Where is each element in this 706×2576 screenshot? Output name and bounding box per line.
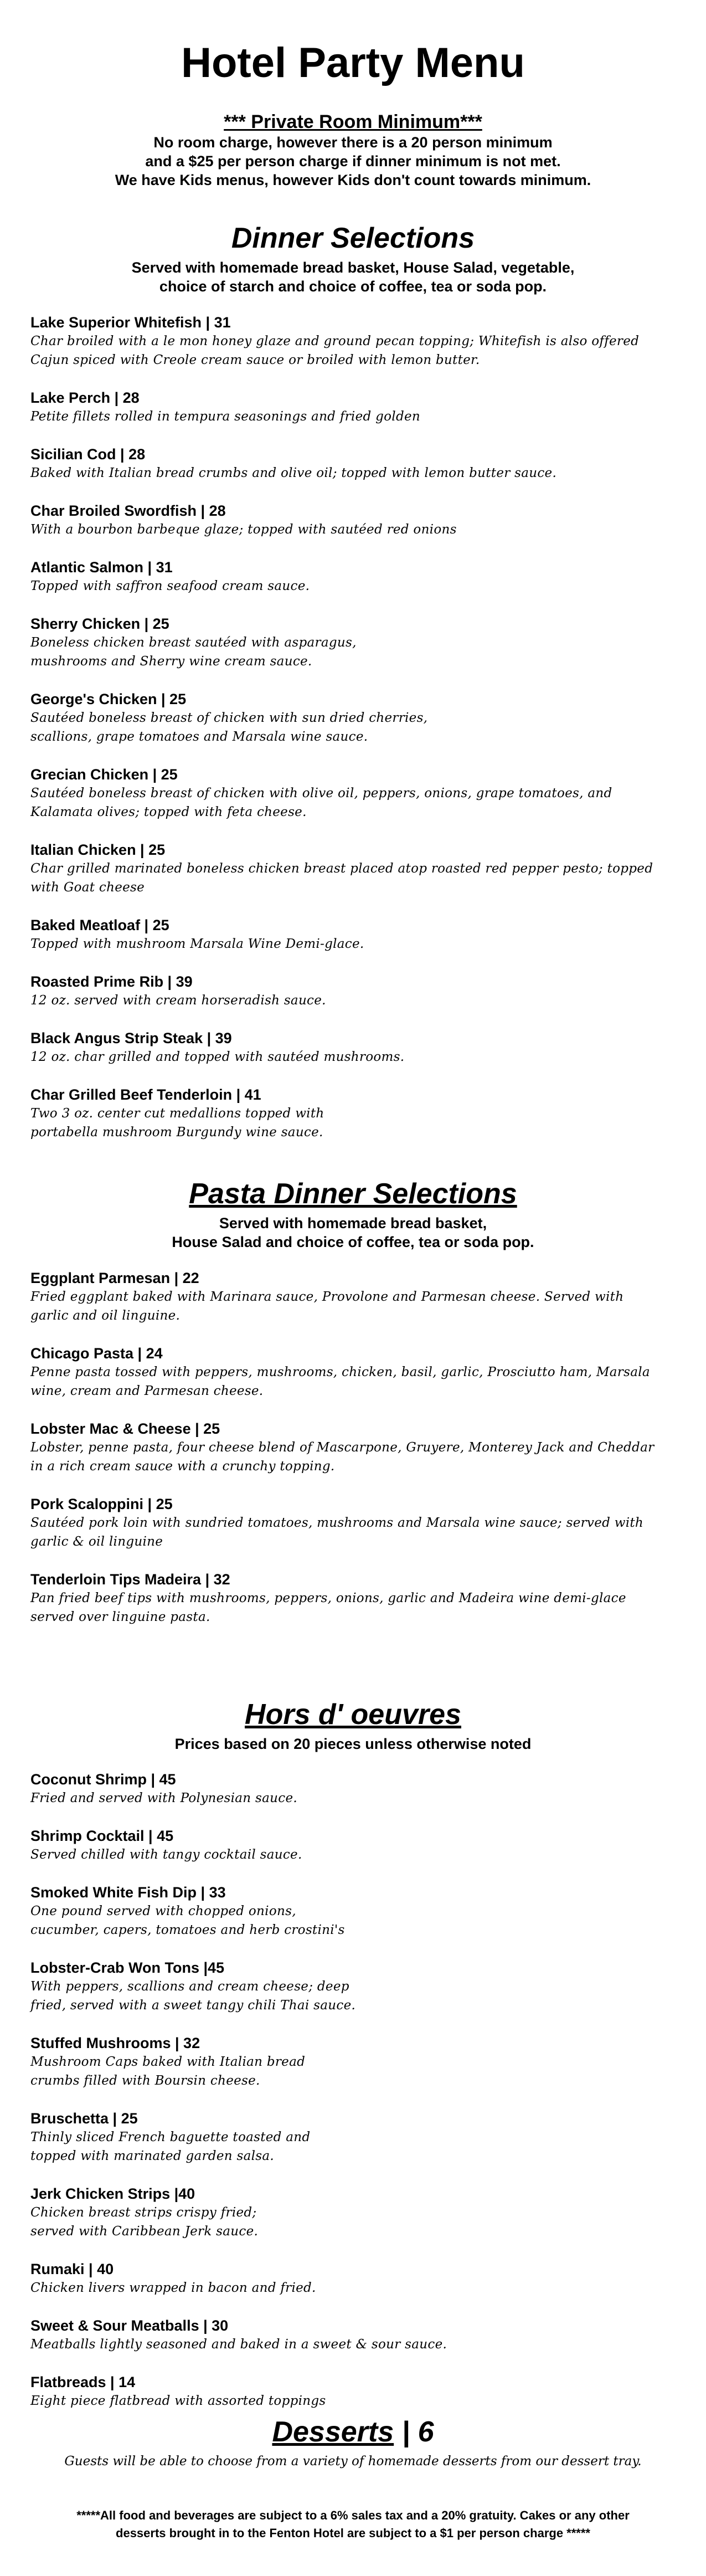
menu-item xyxy=(30,972,678,1010)
menu-item xyxy=(30,690,678,746)
menu-item-description xyxy=(30,464,678,483)
menu-item-name: Lake Superior Whitefish | 31 xyxy=(30,314,231,331)
menu-item-name: Smoked White Fish Dip | 33 xyxy=(30,1884,226,1901)
menu-item-description xyxy=(30,1977,678,2015)
menu-item-name: Lobster-Crab Won Tons |45 xyxy=(30,1959,225,1976)
menu-item xyxy=(30,1770,678,1808)
menu-item-name: Italian Chicken | 25 xyxy=(30,841,166,858)
menu-item-description-line: Cajun spiced with Creole cream sauce or broiled with lemon butter. xyxy=(30,353,480,367)
menu-item-description xyxy=(30,935,678,953)
menu-item-name: George's Chicken | 25 xyxy=(30,691,187,707)
menu-item-name: Sweet & Sour Meatballs | 30 xyxy=(30,2317,229,2334)
menu-item-description-line: Fried eggplant baked with Marinara sauce, Provolone and Parmesan cheese. Served with xyxy=(30,1290,624,1304)
menu-item-description-line: Chicken livers wrapped in bacon and fried. xyxy=(30,2281,316,2295)
desserts-description: Guests will be able to choose from a variety of homemade desserts from our dessert tray. xyxy=(64,2454,642,2469)
menu-item xyxy=(30,1269,678,1325)
menu-item-description xyxy=(30,1845,678,1864)
menu-item-description-line: One pound served with chopped onions, xyxy=(30,1904,296,1918)
menu-item-name: Flatbreads | 14 xyxy=(30,2374,136,2390)
menu-item-description-line: 12 oz. char grilled and topped with sautéed mushrooms. xyxy=(30,1050,405,1064)
menu-item xyxy=(30,501,678,539)
menu-item-description-line: Baked with Italian bread crumbs and olive oil; topped with lemon butter sauce. xyxy=(30,466,557,480)
menu-item xyxy=(30,2316,678,2354)
menu-item-description-line: Sautéed boneless breast of chicken with sun dried cherries, xyxy=(30,711,428,725)
pasta-subtitle-line: House Salad and choice of coffee, tea or soda pop. xyxy=(172,1234,534,1250)
menu-item xyxy=(30,1344,678,1400)
menu-item-description xyxy=(30,2052,678,2090)
menu-item-name: Sherry Chicken | 25 xyxy=(30,615,169,632)
menu-item-name: Bruschetta | 25 xyxy=(30,2110,138,2127)
dinner-items xyxy=(30,313,678,1161)
menu-item-name: Coconut Shrimp | 45 xyxy=(30,1771,176,1788)
dinner-section xyxy=(0,222,706,296)
hors-title: Hors d' oeuvres xyxy=(245,1698,461,1731)
desserts-section xyxy=(0,2415,706,2471)
menu-item-description-line: Mushroom Caps baked with Italian bread xyxy=(30,2055,306,2069)
menu-item-description xyxy=(30,577,678,596)
private-room-minimum xyxy=(0,111,706,189)
menu-item-description xyxy=(30,2392,678,2410)
menu-item-description xyxy=(30,1048,678,1066)
menu-item-description-line: Topped with saffron seafood cream sauce. xyxy=(30,579,310,593)
menu-item-description-line: Eight piece flatbread with assorted toppings xyxy=(30,2394,326,2408)
menu-item xyxy=(30,1570,678,1626)
footer-note xyxy=(33,2507,673,2542)
menu-item-name: Grecian Chicken | 25 xyxy=(30,766,178,783)
menu-item-description-line: Boneless chicken breast sautéed with asparagus, xyxy=(30,635,357,650)
menu-item-description-line: With peppers, scallions and cream cheese; deep xyxy=(30,1979,349,1994)
menu-item-description-line: Char grilled marinated boneless chicken breast placed atop roasted red pepper pesto; topped xyxy=(30,861,653,876)
menu-item-description xyxy=(30,1789,678,1808)
minimum-heading: *** Private Room Minimum*** xyxy=(224,111,482,132)
menu-item-description-line: Sautéed pork loin with sundried tomatoes, mushrooms and Marsala wine sauce; served with xyxy=(30,1516,644,1530)
menu-item xyxy=(30,840,678,897)
menu-item xyxy=(30,2034,678,2090)
menu-item xyxy=(30,1826,678,1864)
menu-item-name: Chicago Pasta | 24 xyxy=(30,1345,163,1362)
menu-item-description xyxy=(30,2279,678,2297)
menu-item-description xyxy=(30,1287,678,1325)
menu-item-description-line: Thinly sliced French baguette toasted and xyxy=(30,2130,311,2144)
menu-item xyxy=(30,614,678,671)
menu-item-description xyxy=(30,2335,678,2354)
desserts-title-text: Desserts xyxy=(272,2416,394,2448)
menu-item-description-line: Chicken breast strips crispy fried; xyxy=(30,2205,257,2220)
menu-item-description-line: topped with marinated garden salsa. xyxy=(30,2149,274,2163)
menu-item-description xyxy=(30,1438,678,1476)
menu-item xyxy=(30,313,678,370)
menu-item-description-line: Fried and served with Polynesian sauce. xyxy=(30,1791,297,1805)
hors-items xyxy=(30,1770,678,2429)
menu-item-description-line: with Goat cheese xyxy=(30,880,145,895)
menu-item-description-line: in a rich cream sauce with a crunchy topping. xyxy=(30,1459,335,1474)
menu-item-name: Lobster Mac & Cheese | 25 xyxy=(30,1420,220,1437)
menu-item-description-line: Served chilled with tangy cocktail sauce. xyxy=(30,1848,302,1862)
footer-line: *****All food and beverages are subject to a 6% sales tax and a 20% gratuity. Cakes or any other xyxy=(76,2508,630,2522)
menu-item-description xyxy=(30,407,678,426)
menu-item xyxy=(30,2109,678,2166)
pasta-title: Pasta Dinner Selections xyxy=(189,1178,517,1210)
menu-item-description-line: mushrooms and Sherry wine cream sauce. xyxy=(30,654,312,669)
menu-item-name: Lake Perch | 28 xyxy=(30,389,140,406)
menu-item-name: Pork Scaloppini | 25 xyxy=(30,1496,173,1512)
desserts-title xyxy=(0,2415,706,2449)
menu-item-description-line: Two 3 oz. center cut medallions topped with xyxy=(30,1106,324,1121)
minimum-line: We have Kids menus, however Kids don't count towards minimum. xyxy=(115,172,591,188)
menu-item xyxy=(30,916,678,953)
page-title: Hotel Party Menu xyxy=(181,39,525,86)
menu-item-description xyxy=(30,2128,678,2166)
menu-item-description-line: Kalamata olives; topped with feta cheese. xyxy=(30,805,307,819)
menu-item-description-line: Pan fried beef tips with mushrooms, peppers, onions, garlic and Madeira wine demi-glace xyxy=(30,1591,626,1605)
menu-item-name: Shrimp Cocktail | 45 xyxy=(30,1828,174,1844)
menu-item-description-line: With a bourbon barbeque glaze; topped with sautéed red onions xyxy=(30,522,457,537)
menu-item-description-line: wine, cream and Parmesan cheese. xyxy=(30,1384,264,1398)
menu-item-name: Rumaki | 40 xyxy=(30,2261,114,2277)
menu-item-description-line: Meatballs lightly seasoned and baked in a sweet & sour sauce. xyxy=(30,2337,447,2352)
minimum-line: and a $25 per person charge if dinner minimum is not met. xyxy=(145,153,561,170)
menu-item-name: Black Angus Strip Steak | 39 xyxy=(30,1030,232,1046)
pasta-subtitle xyxy=(0,1214,706,1251)
menu-item-description xyxy=(30,1104,678,1142)
menu-item-name: Jerk Chicken Strips |40 xyxy=(30,2185,195,2202)
dinner-subtitle-line: Served with homemade bread basket, House Salad, vegetable, xyxy=(131,259,575,276)
hors-section xyxy=(0,1698,706,1753)
hors-subtitle-line: Prices based on 20 pieces unless otherwise noted xyxy=(174,1736,532,1752)
menu-item xyxy=(30,2184,678,2241)
menu-item-description xyxy=(30,991,678,1010)
menu-item-description xyxy=(30,709,678,746)
menu-item-description-line: served over linguine pasta. xyxy=(30,1610,210,1624)
menu-item-name: Atlantic Salmon | 31 xyxy=(30,559,173,576)
menu-item xyxy=(30,558,678,596)
pasta-section xyxy=(0,1177,706,1251)
hors-subtitle xyxy=(0,1735,706,1753)
menu-item-description xyxy=(30,520,678,539)
menu-item xyxy=(30,1883,678,1939)
menu-item xyxy=(30,765,678,822)
menu-item-description-line: Lobster, penne pasta, four cheese blend of Mascarpone, Gruyere, Monterey Jack and Cheddar xyxy=(30,1440,655,1455)
menu-item xyxy=(30,1029,678,1066)
dinner-subtitle-line: choice of starch and choice of coffee, tea or soda pop. xyxy=(159,278,547,295)
pasta-subtitle-line: Served with homemade bread basket, xyxy=(219,1215,487,1231)
dinner-title: Dinner Selections xyxy=(231,222,475,254)
menu-item xyxy=(30,2260,678,2297)
menu-item-name: Roasted Prime Rib | 39 xyxy=(30,973,193,990)
menu-item-description xyxy=(30,633,678,671)
menu-item-description-line: fried, served with a sweet tangy chili Thai sauce. xyxy=(30,1998,356,2013)
menu-item-name: Sicilian Cod | 28 xyxy=(30,446,146,463)
menu-item-description-line: scallions, grape tomatoes and Marsala wine sauce. xyxy=(30,730,368,744)
menu-item-description-line: Penne pasta tossed with peppers, mushrooms, chicken, basil, garlic, Prosciutto ham, Marsala xyxy=(30,1365,650,1379)
menu-item-name: Char Broiled Swordfish | 28 xyxy=(30,502,226,519)
menu-item-description-line: served with Caribbean Jerk sauce. xyxy=(30,2224,259,2239)
menu-item xyxy=(30,2373,678,2410)
menu-item xyxy=(30,1419,678,1476)
menu-item-name: Baked Meatloaf | 25 xyxy=(30,917,169,933)
menu-item-description-line: crumbs filled with Boursin cheese. xyxy=(30,2074,260,2088)
menu-item-name: Stuffed Mushrooms | 32 xyxy=(30,2035,200,2051)
minimum-line: No room charge, however there is a 20 person minimum xyxy=(153,134,553,151)
footer-line: desserts brought in to the Fenton Hotel are subject to a $1 per person charge ***** xyxy=(116,2526,590,2540)
menu-item xyxy=(30,445,678,483)
pasta-items xyxy=(30,1269,678,1645)
desserts-price: | 6 xyxy=(394,2416,434,2448)
menu-item xyxy=(30,1085,678,1142)
menu-item-description-line: garlic and oil linguine. xyxy=(30,1308,181,1323)
menu-item-description xyxy=(30,2203,678,2241)
menu-item-name: Eggplant Parmesan | 22 xyxy=(30,1270,199,1286)
menu-item-description-line: Sautéed boneless breast of chicken with olive oil, peppers, onions, grape tomatoes, and xyxy=(30,786,612,800)
menu-item-name: Tenderloin Tips Madeira | 32 xyxy=(30,1571,230,1588)
menu-item-description xyxy=(30,332,678,370)
menu-item-description xyxy=(30,1363,678,1400)
menu-item-description-line: 12 oz. served with cream horseradish sauce. xyxy=(30,993,326,1008)
menu-item-description xyxy=(30,1589,678,1626)
menu-item-description-line: Topped with mushroom Marsala Wine Demi-glace. xyxy=(30,937,364,951)
menu-item-description xyxy=(30,784,678,822)
menu-item xyxy=(30,388,678,426)
menu-item xyxy=(30,1495,678,1551)
menu-item-description-line: Char broiled with a le mon honey glaze and ground pecan topping; Whitefish is also offered xyxy=(30,334,640,348)
menu-item-description xyxy=(30,859,678,897)
menu-item-description-line: cucumber, capers, tomatoes and herb crostini's xyxy=(30,1923,345,1937)
menu-item-description-line: garlic & oil linguine xyxy=(30,1535,163,1549)
menu-item-description xyxy=(30,1902,678,1939)
menu-item-description-line: portabella mushroom Burgundy wine sauce. xyxy=(30,1125,323,1140)
menu-item-description xyxy=(30,1513,678,1551)
menu-item-description-line: Petite fillets rolled in tempura seasonings and fried golden xyxy=(30,409,421,424)
menu-item xyxy=(30,1958,678,2015)
menu-item-name: Char Grilled Beef Tenderloin | 41 xyxy=(30,1086,261,1103)
dinner-subtitle xyxy=(0,258,706,296)
